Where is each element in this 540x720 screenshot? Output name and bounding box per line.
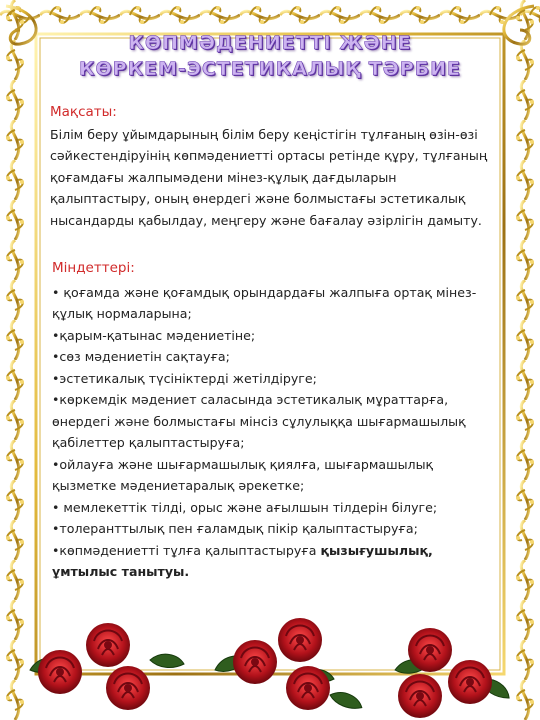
task-item-last bbox=[52, 540, 499, 583]
task-item: •көркемдік мәдениет саласында эстетикалық мұраттарға, өнердегі және болмыстағы мінсіз сұлулыққа шығармашылық қабілеттер қалыптастыруға; bbox=[52, 392, 466, 450]
rose-cluster-middle bbox=[213, 618, 365, 711]
page-title bbox=[30, 30, 510, 82]
title-line-1: КӨПМӘДЕНИЕТТІ ЖӘНЕ bbox=[128, 32, 412, 54]
task-item-last-bold: қызығушылық, ұмтылыс танытуы. bbox=[52, 542, 433, 579]
goal-text: Білім беру ұйымдарының білім беру кеңістігін тұлғаның өзін-өзі сәйкестендіруінің көпмәдениетті ортасы ретінде құру, тұлғаның қоғамдағы жалпымәдени мінез-құлық дағдыларын қалыптастыру, оның өнердегі және болмыстағы эстетикалық нысандарды қабылдау, меңгеру және бағалау әзірлігін дамыту. bbox=[50, 126, 488, 228]
goal-heading: Мақсаты: bbox=[50, 104, 117, 120]
task-item: •толеранттылық пен ғаламдық пікір қалыптастыруға; bbox=[52, 521, 418, 536]
rose-cluster-right bbox=[394, 628, 514, 718]
tasks-section bbox=[52, 258, 499, 583]
rose-cluster-left bbox=[28, 623, 184, 710]
task-item: •қарым-қатынас мәдениетіне; bbox=[52, 327, 256, 343]
title-line-2: КӨРКЕМ-ЭСТЕТИКАЛЫҚ ТӘРБИЕ bbox=[78, 58, 462, 80]
task-item: •эстетикалық түсініктерді жетілдіруге; bbox=[52, 370, 317, 386]
task-item: •ойлауға және шығармашылық қиялға, шығармашылық қызметке мәдениетаралық әрекетке; bbox=[52, 456, 434, 493]
task-item: • мемлекеттік тілді, орыс және ағылшын тілдерін білуге; bbox=[52, 499, 438, 515]
rose-border-decoration bbox=[0, 600, 540, 720]
task-item-last-plain: •көпмәдениетті тұлға қалыптастыруға bbox=[52, 542, 321, 558]
goal-section bbox=[50, 102, 497, 231]
task-item: • қоғамда және қоғамдық орындардағы жалпыға ортақ мінез-құлық нормаларына; bbox=[52, 284, 477, 321]
task-item: •сөз мәдениетін сақтауға; bbox=[52, 349, 230, 364]
tasks-heading: Міндеттері: bbox=[52, 260, 135, 276]
